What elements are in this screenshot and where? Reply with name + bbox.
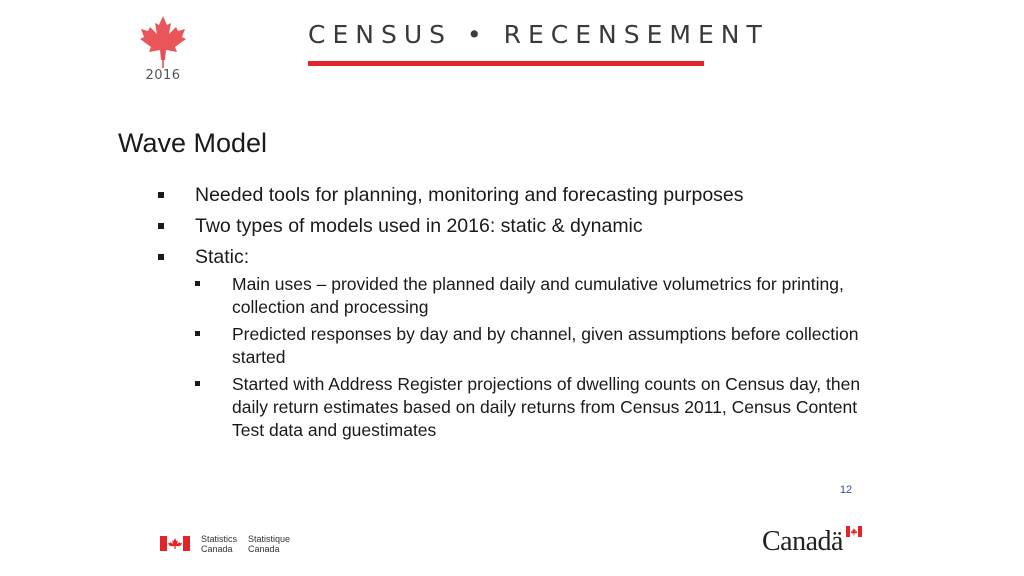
bullet-text: Needed tools for planning, monitoring and forecasting purposes	[195, 184, 744, 206]
square-bullet-icon	[158, 223, 164, 229]
census-header-title: CENSUS • RECENSEMENT	[308, 20, 769, 49]
square-bullet-icon	[158, 254, 164, 260]
sub-bullet-item	[195, 323, 878, 369]
header-red-rule	[308, 61, 704, 66]
bullet-item	[158, 184, 878, 207]
wordmark-flag-icon	[846, 526, 862, 537]
census-2016-logo	[138, 14, 190, 88]
page-number: 12	[839, 484, 853, 496]
statcan-english	[201, 534, 237, 554]
sub-bullet-item	[195, 273, 878, 319]
statcan-english-line1: Statistics	[201, 534, 238, 544]
square-bullet-icon	[195, 331, 200, 336]
bullet-item	[158, 246, 878, 442]
sub-bullet-text: Started with Address Register projections of dwelling counts on Census day, then daily return estimates based on daily returns from Census 2011, Census Content Test data and guestimates	[232, 374, 861, 440]
statcan-french-line1: Statistique	[248, 534, 291, 544]
bullet-text: Two types of models used in 2016: static & dynamic	[195, 215, 643, 237]
bullet-text: Static:	[195, 246, 250, 268]
sub-bullet-item	[195, 373, 878, 442]
statcan-french-line2: Canada	[248, 544, 280, 554]
maple-leaf-icon	[138, 14, 188, 70]
canada-flag-icon	[160, 536, 190, 551]
square-bullet-icon	[195, 381, 200, 386]
canada-wordmark	[762, 526, 862, 558]
bullet-list	[158, 184, 878, 450]
canada-wordmark-text: Canadä	[762, 526, 843, 557]
sub-bullet-text: Predicted responses by day and by channel, given assumptions before collection started	[232, 324, 859, 367]
statcan-french	[248, 534, 290, 554]
page-title: Wave Model	[118, 128, 268, 158]
statcan-english-line2: Canada	[201, 544, 233, 554]
sub-bullet-list	[195, 273, 878, 442]
square-bullet-icon	[158, 192, 164, 198]
bullet-item	[158, 215, 878, 238]
sub-bullet-text: Main uses – provided the planned daily and cumulative volumetrics for printing, collection and processing	[232, 274, 844, 317]
square-bullet-icon	[195, 281, 200, 286]
logo-year: 2016	[145, 68, 181, 83]
